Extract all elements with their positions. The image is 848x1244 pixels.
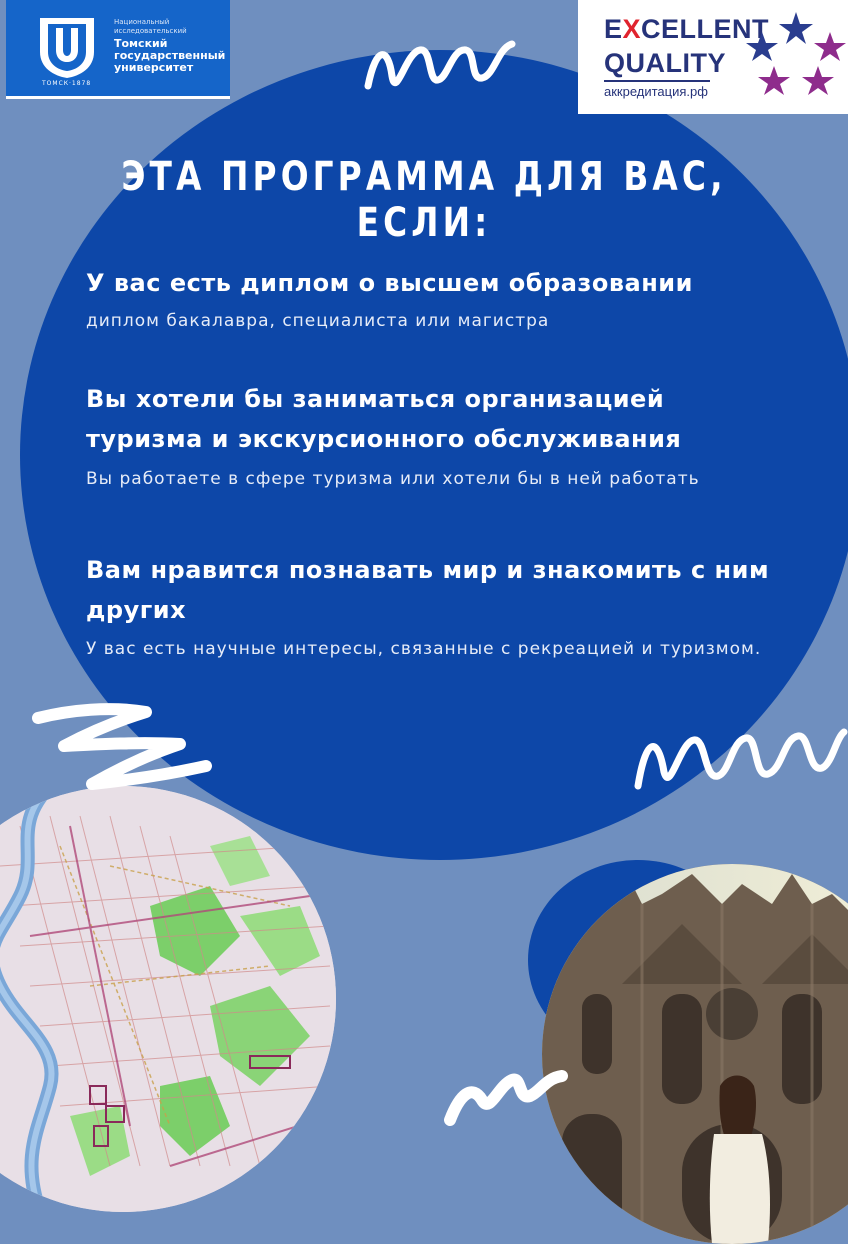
item-subtext: У вас есть научные интересы, связанные с рекреацией и туризмом. [86,639,762,659]
squiggle-decoration-top [362,36,522,96]
item-heading: Вы хотели бы заниматься организацией туризма и экскурсионного обслуживания [86,385,682,453]
eq-logo-e: E [604,14,623,44]
item-heading: У вас есть диплом о высшем образовании [86,269,693,297]
item-heading: Вам нравится познавать мир и знакомить с ним других [86,556,770,624]
tsu-small-text-line: исследовательский [114,27,187,35]
tsu-year: ТОМСК·1878 [42,80,92,87]
tsu-small-text-line: Национальный [114,18,170,26]
item-subtext: диплом бакалавра, специалиста или магистра [86,311,550,331]
eq-logo-url: аккредитация.рф [604,84,708,99]
excellent-quality-logo [578,0,848,114]
eq-logo-x: X [622,14,642,44]
stars-icon [744,8,848,106]
eq-logo-line2: QUALITY [604,48,726,78]
tsu-shield-icon [36,14,98,80]
item-subtext: Вы работаете в сфере туризма или хотели бы в ней работать [86,469,700,489]
eq-logo-rest: CELLENT [641,14,770,44]
tsu-small-text [114,18,187,36]
tsu-name-line: Томский [114,37,168,50]
tsu-logo [6,0,230,99]
squiggle-decoration-right [632,716,848,800]
map-image [0,786,336,1212]
tsu-name-line: государственный [114,49,226,62]
tsu-name [114,38,225,74]
page-title: ЭТА ПРОГРАММА ДЛЯ ВАС, ЕСЛИ: [121,154,727,246]
eq-logo-rule [604,80,710,82]
squiggle-decoration-bottom [442,1066,572,1128]
squiggle-decoration-left [30,698,214,818]
tsu-name-line: университет [114,61,194,74]
